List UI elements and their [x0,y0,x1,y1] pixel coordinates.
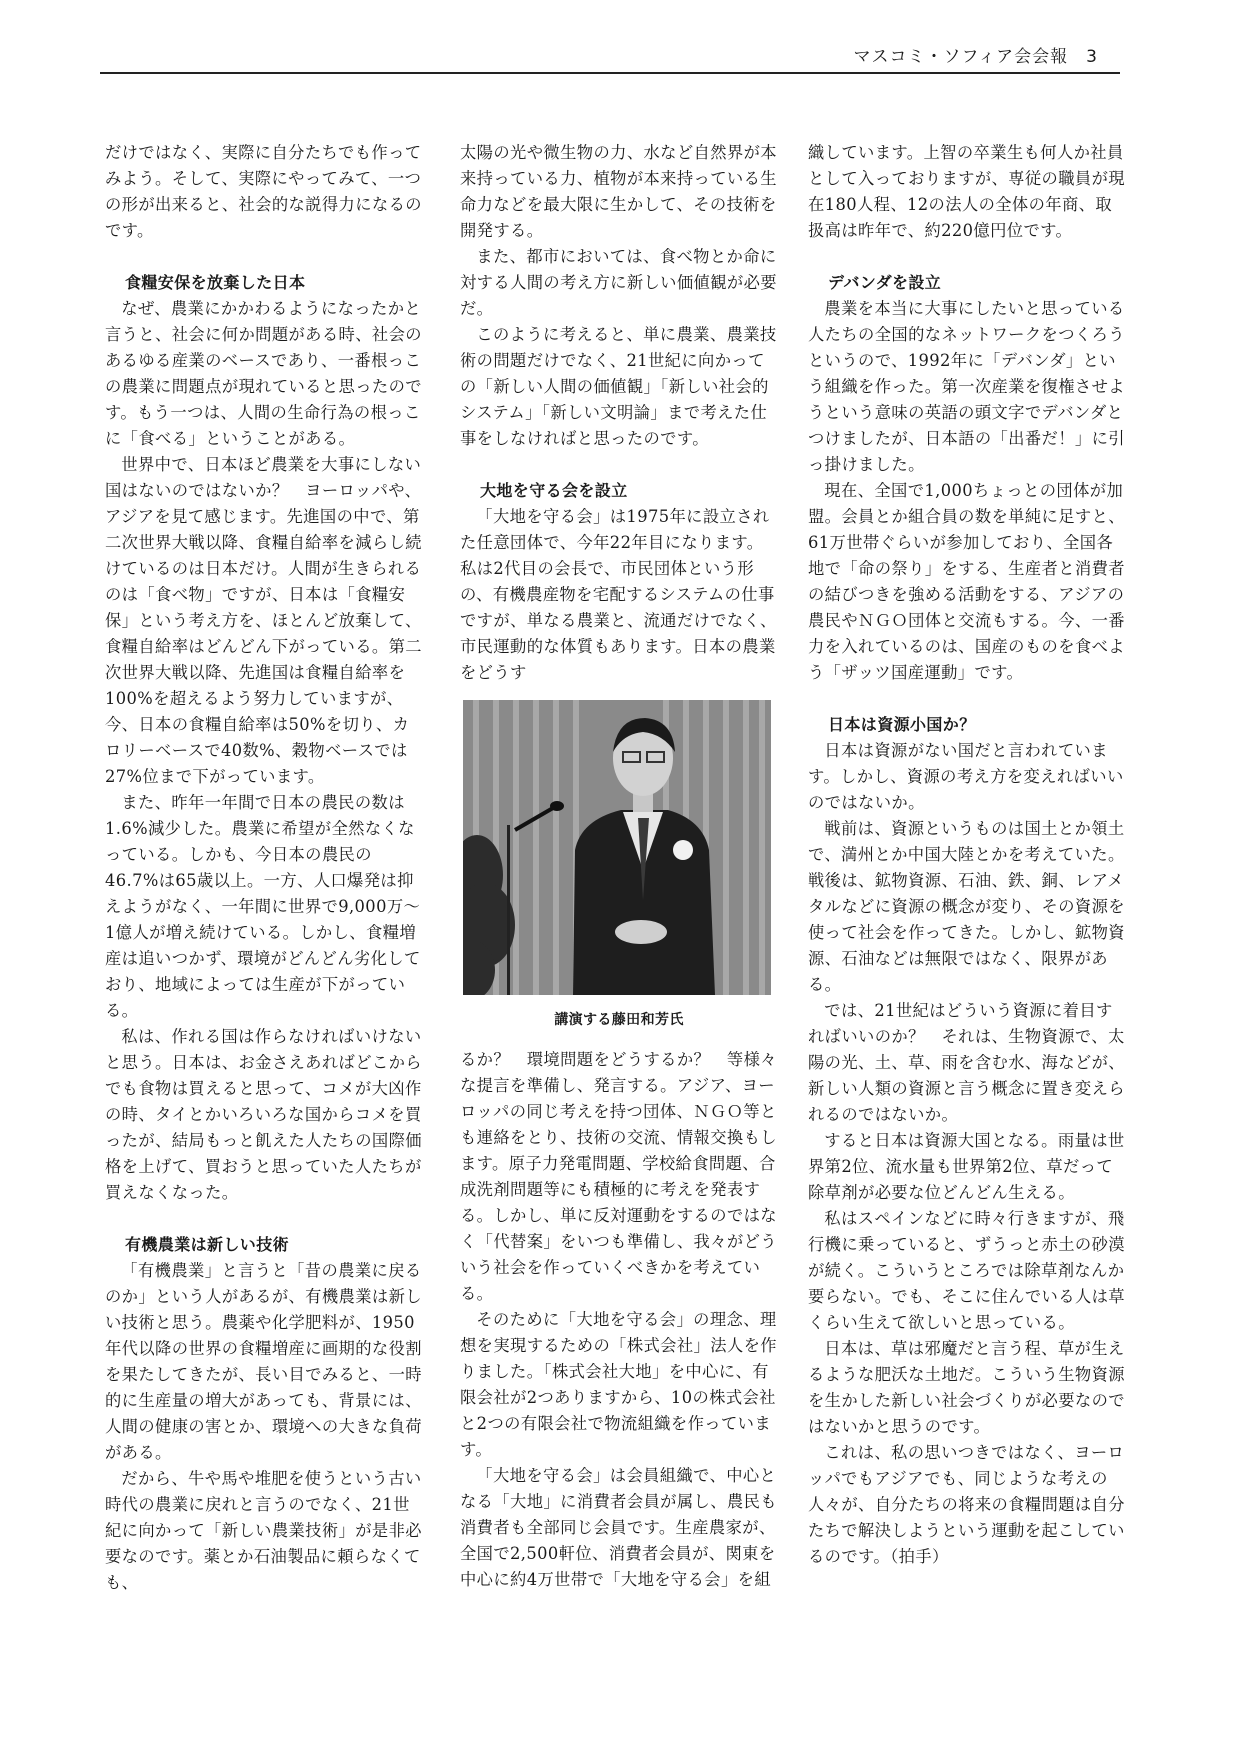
column-1 [105,140,423,1596]
paragraph: 「大地を守る会」は1975年に設立された任意団体で、今年22年目になります。私は2代目の会長で、市民団体という形の、有機農産物を宅配するシステムの仕事ですが、単なる農業と、流通だけでなく、市民運動的な体質もあります。日本の農業をどうす [460,507,777,682]
paragraph: 日本は資源がない国だと言われています。しかし、資源の考え方を変えればいいのではないか。 [808,741,1124,812]
paragraph: だけではなく、実際に自分たちでも作ってみよう。そして、実際にやってみて、一つの形が出来ると、社会的な説得力になるのです。 [105,143,422,240]
section-heading: 日本は資源小国か？ [828,715,976,734]
section-heading: 大地を守る会を設立 [480,481,628,500]
paragraph: なぜ、農業にかかわるようになったかと言うと、社会に何か問題がある時、社会のあるゆる産業のベースであり、一番根っこの農業に問題点が現れていると思ったのです。もう一つは、人間の生命行為の根っこに「食べる」ということがある。 [105,299,422,448]
paragraph: また、昨年一年間で日本の農民の数は1.6%減少した。農業に希望が全然なくなっている。しかも、今日本の農民の46.7%は65歳以上。一方、人口爆発は抑えようがなく、一年間に世界で9,000万～1億人が増え続けている。しかし、食糧増産は追いつかず、環境がどんどん劣化しており、地域によっては生産が下がっている。 [105,793,421,1020]
paragraph: 太陽の光や微生物の力、水など自然界が本来持っている力、植物が本来持っている生命力などを最大限に生かして、その技術を開発する。 [460,143,777,240]
paragraph: これは、私の思いつきではなく、ヨーロッパでもアジアでも、同じような考えの人々が、自分たちの将来の食糧問題は自分たちで解決しようという運動を起こしているのです。（拍手） [808,1443,1125,1566]
section-heading: 有機農業は新しい技術 [125,1235,290,1254]
page-header [100,38,1120,74]
header-title: マスコミ・ソフィア会会報 3 [853,47,1098,67]
speaker-photo [463,700,771,995]
paragraph: すると日本は資源大国となる。雨量は世界第2位、流水量も世界第2位、草だって除草剤が必要な位どんどん生える。 [808,1131,1125,1202]
paragraph: 「有機農業」と言うと「昔の農業に戻るのか」という人があるが、有機農業は新しい技術と思う。農薬や化学肥料が、1950年代以降の世界の食糧増産に画期的な役割を果たしてきたが、長い目でみると、一時的に生産量の増大があっても、背景には、人間の健康の害とか、環境への大きな負荷がある。 [105,1261,422,1462]
paragraph: 現在、全国で1,000ちょっとの団体が加盟。会員とか組合員の数を単純に足すと、61万世帯ぐらいが参加しており、全国各地で「命の祭り」をする、生産者と消費者の結びつきを強める活動をする、アジアの農民やＮＧＯ団体と交流もする。今、一番力を入れているのは、国産のものを食べよう「ザッツ国産運動」です。 [808,481,1125,682]
paragraph: 戦前は、資源というものは国土とか領土で、満州とか中国大陸とかを考えていた。戦後は、鉱物資源、石油、鉄、銅、レアメタルなどに資源の概念が変り、その資源を使って社会を作ってきた。しかし、鉱物資源、石油などは無限ではなく、限界がある。 [808,819,1125,994]
paragraph: 私はスペインなどに時々行きますが、飛行機に乗っていると、ずうっと赤土の砂漠が続く。こういうところでは除草剤なんか要らない。でも、そこに住んでいる人は草くらい生えて欲しいと思っている。 [808,1209,1125,1332]
speaker-photo-illustration [463,700,771,995]
paragraph: では、21世紀はどういう資源に着目すればいいのか？ それは、生物資源で、太陽の光、土、草、雨を含む水、海などが、新しい人類の資源と言う概念に置き変えられるのではないか。 [808,1001,1125,1124]
paragraph: 日本は、草は邪魔だと言う程、草が生えるような肥沃な土地だ。こういう生物資源を生かした新しい社会づくりが必要なのではないかと思うのです。 [808,1339,1125,1436]
paragraph: このように考えると、単に農業、農業技術の問題だけでなく、21世紀に向かっての「新しい人間の価値観」「新しい社会的システム」「新しい文明論」まで考えた仕事をしなければと思ったのです。 [460,325,777,448]
header-rule [100,72,1120,74]
column-3 [808,140,1126,1570]
paragraph: 「大地を守る会」は会員組織で、中心となる「大地」に消費者会員が属し、農民も消費者も全部同じ会員です。生産農家が、全国で2,500軒位、消費者会員が、関東を中心に約4万世帯で「大地を守る会」を組 [460,1466,777,1589]
paragraph: 私は、作れる国は作らなければいけないと思う。日本は、お金さえあればどこからでも食物は買えると思って、コメが大凶作の時、タイとかいろいろな国からコメを買ったが、結局もっと飢えた人たちの国際価格を上げて、買おうと思っていた人たちが買えなくなった。 [105,1027,422,1202]
section-heading: デバンダを設立 [828,273,942,292]
paragraph: 織しています。上智の卒業生も何人か社員として入っておりますが、専従の職員が現在180人程、12の法人の全体の年商、取扱高は昨年で、約220億円位です。 [808,143,1125,240]
paragraph: 世界中で、日本ほど農業を大事にしない国はないのではないか？ ヨーロッパや、アジアを見て感じます。先進国の中で、第二次世界大戦以降、食糧自給率を減らし続けているのは日本だけ。人間が生きられるのは「食べ物」ですが、日本は「食糧安保」という考え方を、ほとんど放棄して、食糧自給率はどんどん下がっている。第二次世界大戦以降、先進国は食糧自給率を100%を超えるよう努力していますが、今、日本の食糧自給率は50%を切り、カロリーベースで40数%、穀物ベースでは27%位まで下がっています。 [105,455,422,786]
section-heading: 食糧安保を放棄した日本 [125,273,306,292]
paragraph: 農業を本当に大事にしたいと思っている人たちの全国的なネットワークをつくろうというので、1992年に「デバンダ」という組織を作った。第一次産業を復権させようという意味の英語の頭文字でデバンダとつけましたが、日本語の「出番だ！」に引っ掛けました。 [808,299,1125,474]
column-2 [460,140,778,1593]
paragraph: また、都市においては、食べ物とか命に対する人間の考え方に新しい価値観が必要だ。 [460,247,777,318]
paragraph: だから、牛や馬や堆肥を使うという古い時代の農業に戻れと言うのでなく、21世紀に向かって「新しい農業技術」が是非必要なのです。薬とか石油製品に頼らなくても、 [105,1469,422,1592]
paragraph: るか？ 環境問題をどうするか？ 等様々な提言を準備し、発言する。アジア、ヨーロッパの同じ考えを持つ団体、ＮＧＯ等とも連絡をとり、技術の交流、情報交換もします。原子力発電問題、学校給食問題、合成洗剤問題等にも積極的に考えを発表する。しかし、単に反対運動をするのではなく「代替案」をいつも準備し、我々がどういう社会を作っていくべきかを考えている。 [460,1050,777,1303]
paragraph: そのために「大地を守る会」の理念、理想を実現するための「株式会社」法人を作りました。「株式会社大地」を中心に、有限会社が2つありますから、10の株式会社と2つの有限会社で物流組織を作っています。 [460,1310,777,1459]
photo-caption: 講演する藤田和芳氏 [554,1012,684,1028]
